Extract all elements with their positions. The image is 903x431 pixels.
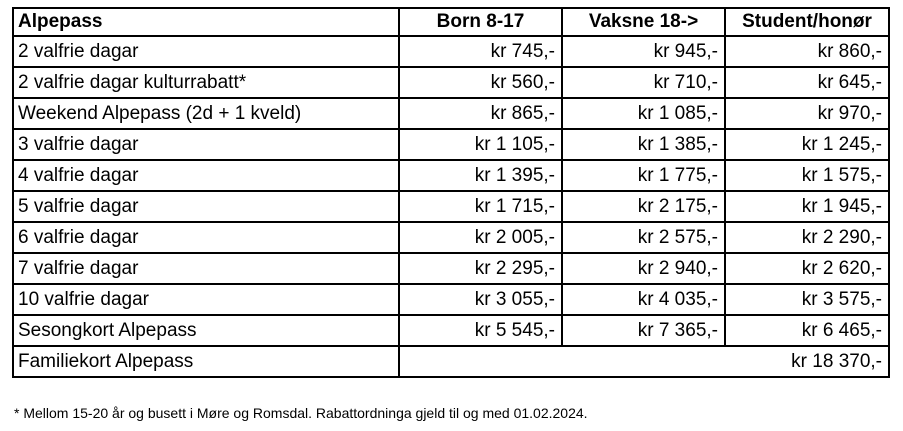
price-student: kr 645,- [725,67,889,98]
table-row [13,98,889,129]
footnote: * Mellom 15-20 år og busett i Møre og Romsdal. Rabattordninga gjeld til og med 01.02.2024. [14,405,588,421]
header-row [13,8,889,36]
price-born: kr 5 545,- [399,315,562,346]
pass-name: Familiekort Alpepass [13,346,399,377]
table-row [13,315,889,346]
price-student: kr 2 620,- [725,253,889,284]
table-row [13,67,889,98]
price-born: kr 865,- [399,98,562,129]
price-vaksne: kr 1 775,- [562,160,725,191]
pass-name: Sesongkort Alpepass [13,315,399,346]
price-vaksne: kr 945,- [562,36,725,67]
table-row [13,253,889,284]
column-header-alpepass: Alpepass [13,8,399,36]
price-student: kr 3 575,- [725,284,889,315]
price-vaksne: kr 7 365,- [562,315,725,346]
pass-name: 6 valfrie dagar [13,222,399,253]
column-header-student: Student/honør [725,8,889,36]
price-vaksne: kr 710,- [562,67,725,98]
price-vaksne: kr 1 085,- [562,98,725,129]
price-table [12,7,890,378]
table-row [13,191,889,222]
price-born: kr 1 395,- [399,160,562,191]
column-header-born: Born 8-17 [399,8,562,36]
pass-name: 4 valfrie dagar [13,160,399,191]
price-born: kr 560,- [399,67,562,98]
pass-name: 7 valfrie dagar [13,253,399,284]
price-vaksne: kr 2 175,- [562,191,725,222]
price-student: kr 1 245,- [725,129,889,160]
price-student: kr 1 575,- [725,160,889,191]
price-born: kr 1 715,- [399,191,562,222]
price-student: kr 6 465,- [725,315,889,346]
price-student: kr 970,- [725,98,889,129]
price-family: kr 18 370,- [399,346,889,377]
table-row [13,129,889,160]
price-born: kr 2 295,- [399,253,562,284]
table-row [13,284,889,315]
table-row [13,36,889,67]
price-born: kr 3 055,- [399,284,562,315]
family-row [13,346,889,377]
price-vaksne: kr 2 940,- [562,253,725,284]
price-vaksne: kr 1 385,- [562,129,725,160]
pass-name: 2 valfrie dagar [13,36,399,67]
price-born: kr 745,- [399,36,562,67]
price-born: kr 2 005,- [399,222,562,253]
table-row [13,160,889,191]
price-student: kr 2 290,- [725,222,889,253]
price-student: kr 1 945,- [725,191,889,222]
price-vaksne: kr 2 575,- [562,222,725,253]
pass-name: Weekend Alpepass (2d + 1 kveld) [13,98,399,129]
pass-name: 3 valfrie dagar [13,129,399,160]
price-vaksne: kr 4 035,- [562,284,725,315]
pass-name: 2 valfrie dagar kulturrabatt* [13,67,399,98]
pass-name: 5 valfrie dagar [13,191,399,222]
price-student: kr 860,- [725,36,889,67]
pass-name: 10 valfrie dagar [13,284,399,315]
column-header-vaksne: Vaksne 18-> [562,8,725,36]
table-row [13,222,889,253]
price-born: kr 1 105,- [399,129,562,160]
